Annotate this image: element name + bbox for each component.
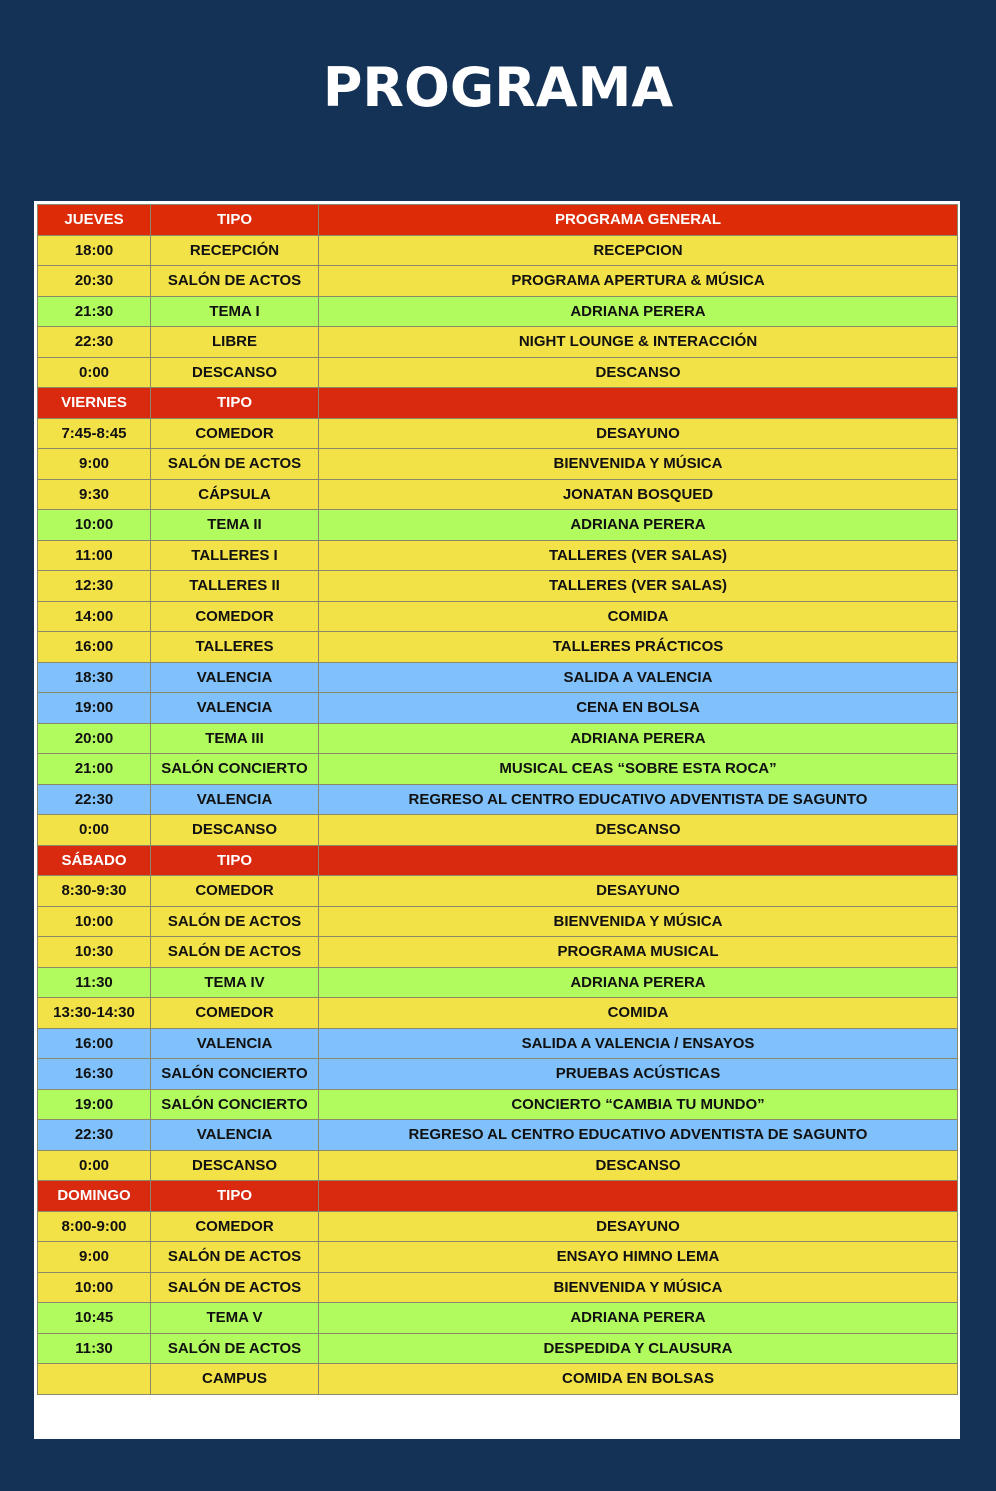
tipo-cell: TEMA II: [151, 510, 319, 541]
time-cell: 20:00: [38, 723, 151, 754]
time-cell: 10:00: [38, 906, 151, 937]
programa-cell: PRUEBAS ACÚSTICAS: [319, 1059, 958, 1090]
tipo-cell: COMEDOR: [151, 998, 319, 1029]
schedule-row: [38, 1303, 958, 1334]
schedule-row: [38, 1028, 958, 1059]
programa-cell: BIENVENIDA Y MÚSICA: [319, 449, 958, 480]
schedule-row: [38, 1089, 958, 1120]
tipo-cell: TALLERES II: [151, 571, 319, 602]
tipo-cell: TEMA I: [151, 296, 319, 327]
time-cell: 21:30: [38, 296, 151, 327]
programa-cell: COMIDA: [319, 601, 958, 632]
tipo-header-cell: TIPO: [151, 1181, 319, 1212]
programa-cell: SALIDA A VALENCIA: [319, 662, 958, 693]
schedule-row: [38, 906, 958, 937]
tipo-cell: RECEPCIÓN: [151, 235, 319, 266]
time-cell: 0:00: [38, 357, 151, 388]
programa-cell: DESCANSO: [319, 815, 958, 846]
time-cell: 22:30: [38, 784, 151, 815]
programa-header-cell: [319, 388, 958, 419]
programa-cell: PROGRAMA MUSICAL: [319, 937, 958, 968]
tipo-cell: VALENCIA: [151, 662, 319, 693]
programa-cell: NIGHT LOUNGE & INTERACCIÓN: [319, 327, 958, 358]
day-header-row: [38, 1181, 958, 1212]
schedule-row: [38, 1242, 958, 1273]
time-cell: 10:45: [38, 1303, 151, 1334]
time-cell: 13:30-14:30: [38, 998, 151, 1029]
programa-cell: REGRESO AL CENTRO EDUCATIVO ADVENTISTA DE SAGUNTO: [319, 1120, 958, 1151]
tipo-cell: DESCANSO: [151, 815, 319, 846]
programa-cell: BIENVENIDA Y MÚSICA: [319, 1272, 958, 1303]
tipo-cell: TEMA V: [151, 1303, 319, 1334]
programa-cell: ADRIANA PERERA: [319, 296, 958, 327]
tipo-cell: SALÓN DE ACTOS: [151, 1333, 319, 1364]
schedule-row: [38, 601, 958, 632]
programa-cell: JONATAN BOSQUED: [319, 479, 958, 510]
tipo-cell: SALÓN DE ACTOS: [151, 1272, 319, 1303]
schedule-row: [38, 1120, 958, 1151]
tipo-cell: TEMA III: [151, 723, 319, 754]
tipo-header-cell: TIPO: [151, 205, 319, 236]
time-cell: 19:00: [38, 1089, 151, 1120]
schedule-row: [38, 235, 958, 266]
day-header-row: [38, 845, 958, 876]
schedule-row: [38, 723, 958, 754]
tipo-cell: LIBRE: [151, 327, 319, 358]
schedule-row: [38, 1272, 958, 1303]
day-header-row: [38, 388, 958, 419]
schedule-row: [38, 1150, 958, 1181]
tipo-cell: DESCANSO: [151, 1150, 319, 1181]
programa-cell: CONCIERTO “CAMBIA TU MUNDO”: [319, 1089, 958, 1120]
programa-cell: CENA EN BOLSA: [319, 693, 958, 724]
programa-cell: DESCANSO: [319, 1150, 958, 1181]
programa-cell: TALLERES (VER SALAS): [319, 571, 958, 602]
schedule-row: [38, 418, 958, 449]
day-header-row: [38, 205, 958, 236]
schedule-row: [38, 540, 958, 571]
programa-header-cell: [319, 1181, 958, 1212]
time-cell: 11:30: [38, 967, 151, 998]
time-cell: 0:00: [38, 1150, 151, 1181]
schedule-row: [38, 998, 958, 1029]
time-cell: 8:30-9:30: [38, 876, 151, 907]
time-cell: 22:30: [38, 327, 151, 358]
schedule-row: [38, 571, 958, 602]
schedule-row: [38, 967, 958, 998]
schedule-row: [38, 510, 958, 541]
programa-cell: ENSAYO HIMNO LEMA: [319, 1242, 958, 1273]
tipo-cell: SALÓN DE ACTOS: [151, 937, 319, 968]
tipo-cell: VALENCIA: [151, 1120, 319, 1151]
programa-cell: DESPEDIDA Y CLAUSURA: [319, 1333, 958, 1364]
schedule-row: [38, 693, 958, 724]
day-name-cell: SÁBADO: [38, 845, 151, 876]
tipo-cell: SALÓN DE ACTOS: [151, 266, 319, 297]
time-cell: 20:30: [38, 266, 151, 297]
schedule-row: [38, 479, 958, 510]
time-cell: 9:00: [38, 449, 151, 480]
programa-cell: TALLERES PRÁCTICOS: [319, 632, 958, 663]
day-name-cell: VIERNES: [38, 388, 151, 419]
schedule-table-frame: [34, 201, 960, 1439]
day-name-cell: JUEVES: [38, 205, 151, 236]
programa-cell: ADRIANA PERERA: [319, 723, 958, 754]
programa-cell: REGRESO AL CENTRO EDUCATIVO ADVENTISTA DE SAGUNTO: [319, 784, 958, 815]
schedule-row: [38, 632, 958, 663]
day-name-cell: DOMINGO: [38, 1181, 151, 1212]
tipo-cell: COMEDOR: [151, 1211, 319, 1242]
programa-cell: TALLERES (VER SALAS): [319, 540, 958, 571]
time-cell: 10:00: [38, 1272, 151, 1303]
programa-header-cell: [319, 845, 958, 876]
programa-cell: DESAYUNO: [319, 876, 958, 907]
tipo-cell: TALLERES I: [151, 540, 319, 571]
schedule-row: [38, 815, 958, 846]
tipo-cell: SALÓN DE ACTOS: [151, 906, 319, 937]
time-cell: 9:00: [38, 1242, 151, 1273]
tipo-cell: VALENCIA: [151, 693, 319, 724]
tipo-header-cell: TIPO: [151, 845, 319, 876]
time-cell: 14:00: [38, 601, 151, 632]
time-cell: 7:45-8:45: [38, 418, 151, 449]
time-cell: 21:00: [38, 754, 151, 785]
programa-cell: COMIDA EN BOLSAS: [319, 1364, 958, 1395]
time-cell: 18:30: [38, 662, 151, 693]
tipo-cell: COMEDOR: [151, 418, 319, 449]
time-cell: 11:30: [38, 1333, 151, 1364]
programa-cell: ADRIANA PERERA: [319, 510, 958, 541]
tipo-cell: TALLERES: [151, 632, 319, 663]
time-cell: 10:30: [38, 937, 151, 968]
time-cell: 19:00: [38, 693, 151, 724]
tipo-cell: SALÓN DE ACTOS: [151, 449, 319, 480]
programa-cell: COMIDA: [319, 998, 958, 1029]
time-cell: 16:30: [38, 1059, 151, 1090]
tipo-cell: SALÓN CONCIERTO: [151, 1059, 319, 1090]
tipo-cell: VALENCIA: [151, 784, 319, 815]
time-cell: 9:30: [38, 479, 151, 510]
tipo-header-cell: TIPO: [151, 388, 319, 419]
tipo-cell: CAMPUS: [151, 1364, 319, 1395]
programa-cell: RECEPCION: [319, 235, 958, 266]
tipo-cell: TEMA IV: [151, 967, 319, 998]
schedule-row: [38, 449, 958, 480]
time-cell: 18:00: [38, 235, 151, 266]
programa-cell: ADRIANA PERERA: [319, 967, 958, 998]
schedule-row: [38, 876, 958, 907]
tipo-cell: COMEDOR: [151, 601, 319, 632]
schedule-row: [38, 784, 958, 815]
tipo-cell: COMEDOR: [151, 876, 319, 907]
schedule-row: [38, 357, 958, 388]
tipo-cell: CÁPSULA: [151, 479, 319, 510]
schedule-body: [38, 205, 958, 1395]
programa-header-cell: PROGRAMA GENERAL: [319, 205, 958, 236]
programa-cell: BIENVENIDA Y MÚSICA: [319, 906, 958, 937]
schedule-row: [38, 1333, 958, 1364]
schedule-row: [38, 266, 958, 297]
schedule-table: [37, 204, 958, 1395]
time-cell: 16:00: [38, 632, 151, 663]
programa-cell: MUSICAL CEAS “SOBRE ESTA ROCA”: [319, 754, 958, 785]
schedule-row: [38, 662, 958, 693]
tipo-cell: SALÓN CONCIERTO: [151, 1089, 319, 1120]
programa-cell: DESCANSO: [319, 357, 958, 388]
programa-cell: SALIDA A VALENCIA / ENSAYOS: [319, 1028, 958, 1059]
schedule-row: [38, 327, 958, 358]
time-cell: 0:00: [38, 815, 151, 846]
page-title: PROGRAMA: [322, 56, 674, 119]
programa-cell: ADRIANA PERERA: [319, 1303, 958, 1334]
tipo-cell: VALENCIA: [151, 1028, 319, 1059]
schedule-row: [38, 1059, 958, 1090]
time-cell: 12:30: [38, 571, 151, 602]
time-cell: 11:00: [38, 540, 151, 571]
schedule-row: [38, 296, 958, 327]
programa-cell: DESAYUNO: [319, 418, 958, 449]
schedule-row: [38, 754, 958, 785]
schedule-row: [38, 937, 958, 968]
time-cell: [38, 1364, 151, 1395]
programa-cell: DESAYUNO: [319, 1211, 958, 1242]
time-cell: 16:00: [38, 1028, 151, 1059]
time-cell: 22:30: [38, 1120, 151, 1151]
schedule-row: [38, 1211, 958, 1242]
tipo-cell: SALÓN CONCIERTO: [151, 754, 319, 785]
time-cell: 8:00-9:00: [38, 1211, 151, 1242]
schedule-row: [38, 1364, 958, 1395]
time-cell: 10:00: [38, 510, 151, 541]
tipo-cell: SALÓN DE ACTOS: [151, 1242, 319, 1273]
programa-cell: PROGRAMA APERTURA & MÚSICA: [319, 266, 958, 297]
tipo-cell: DESCANSO: [151, 357, 319, 388]
